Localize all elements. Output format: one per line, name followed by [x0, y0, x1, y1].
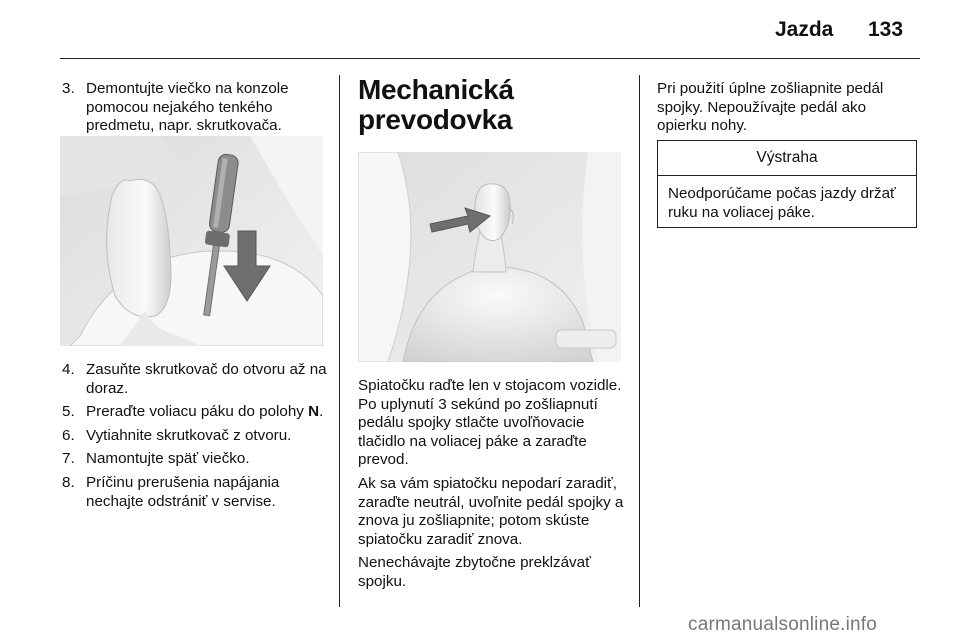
- step-3: [62, 80, 332, 136]
- step-text: Zasuňte skrutkovač do otvoru až na doraz.: [86, 361, 327, 397]
- step-text-end: .: [319, 403, 324, 421]
- step-text: Vytiahnite skrutkovač z otvoru.: [86, 426, 292, 444]
- step-4: [62, 361, 332, 398]
- step-6: [62, 427, 332, 446]
- screwdriver-illustration: [60, 136, 323, 346]
- section-heading-line1: Mechanická: [358, 74, 514, 105]
- page-number: 133: [868, 18, 904, 41]
- paragraph-reverse-retry: Ak sa vám spiatočku nepodarí zaradiť, zaraďte neutrál, uvoľnite pedál spojky a znova ju zošliapnite; potom skúste spiatočku zaradiť znova.: [358, 474, 624, 548]
- figure-manual-gear-lever: [358, 152, 621, 362]
- section-heading: [358, 75, 514, 135]
- figure-screwdriver-console: [60, 136, 323, 346]
- step-text: Namontujte späť viečko.: [86, 450, 250, 468]
- step-text: Demontujte viečko na konzole pomocou nejakého tenkého predmetu, napr. skrutkovača.: [86, 80, 289, 135]
- step-8: [62, 474, 332, 511]
- gear-lever-illustration: [358, 152, 621, 362]
- paragraph-reverse-gear: Spiatočku raďte len v stojacom vozidle. Po uplynutí 3 sekúnd po zošliapnutí pedálu spojky stlačte uvoľňovacie tlačidlo na voliacej páke a zaraďte prevod.: [358, 377, 622, 469]
- step-number: 4.: [62, 361, 75, 378]
- section-heading-line2: prevodovka: [358, 104, 513, 135]
- middle-text: [358, 377, 628, 592]
- step-text: Preraďte voliacu páku do polohy: [86, 403, 309, 421]
- watermark: carmanualsonline.info: [688, 614, 878, 635]
- paragraph-clutch-slip: Nenechávajte zbytočne preklzávať spojku.: [358, 554, 591, 590]
- step-7: [62, 450, 332, 469]
- step-number: 3.: [62, 80, 75, 97]
- step-number: 8.: [62, 473, 75, 491]
- warning-heading: Výstraha: [658, 141, 916, 176]
- page-header-title: Jazda: [775, 18, 834, 41]
- column-divider-right: [639, 75, 640, 607]
- warning-box: [657, 140, 917, 228]
- right-text: [657, 80, 919, 136]
- header-divider: [60, 58, 920, 59]
- steps-list: [62, 361, 332, 511]
- gear-position-label: N: [308, 403, 320, 421]
- step-5: [62, 403, 332, 422]
- step-3-block: [62, 80, 332, 136]
- paragraph-clutch-usage: Pri použití úplne zošliapnite pedál spojky. Nepoužívajte pedál ako opierku nohy.: [657, 80, 884, 135]
- step-number: 5.: [62, 403, 75, 421]
- column-divider-left: [339, 75, 340, 607]
- step-text: Príčinu prerušenia napájania nechajte odstrániť v servise.: [86, 473, 280, 510]
- step-number: 7.: [62, 450, 75, 468]
- step-number: 6.: [62, 426, 75, 444]
- warning-text: Neodporúčame počas jazdy držať ruku na voliacej páke.: [668, 185, 896, 221]
